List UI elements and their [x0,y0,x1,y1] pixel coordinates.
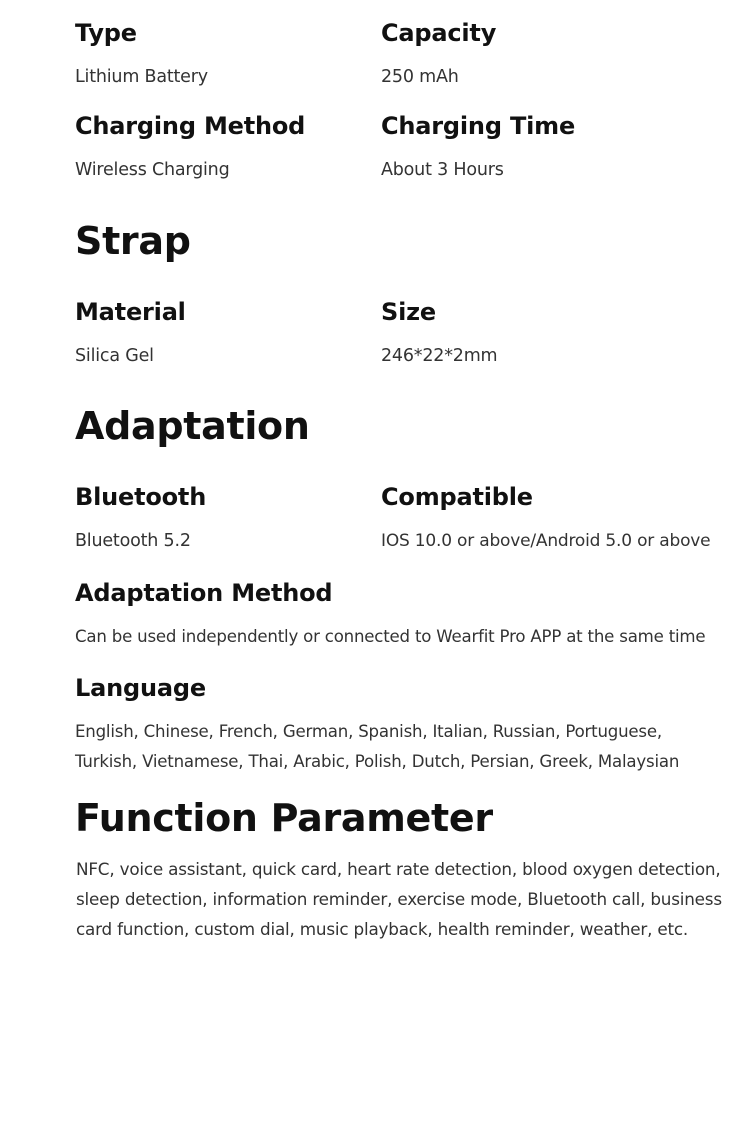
type-value: Lithium Battery [75,67,208,87]
charging-time-value: About 3 Hours [381,160,504,180]
size-label: Size [381,298,436,326]
function-text-line1: NFC, voice assistant, quick card, heart rate detection, blood oxygen detection, [76,859,721,879]
bluetooth-value: Bluetooth 5.2 [75,531,191,551]
adaptation-section-title: Adaptation [75,404,310,448]
language-label: Language [75,674,206,702]
material-value: Silica Gel [75,346,154,366]
capacity-value: 250 mAh [381,67,459,87]
type-label: Type [75,19,137,47]
adaptation-method-value: Can be used independently or connected to Wearfit Pro APP at the same time [75,627,706,646]
function-section-title: Function Parameter [75,796,493,840]
bluetooth-label: Bluetooth [75,483,207,511]
charging-time-label: Charging Time [381,112,576,140]
charging-method-value: Wireless Charging [75,160,230,180]
function-text-line3: card function, custom dial, music playback, health reminder, weather, etc. [76,919,689,939]
material-label: Material [75,298,186,326]
adaptation-method-label: Adaptation Method [75,579,333,607]
compatible-label: Compatible [381,483,533,511]
charging-method-label: Charging Method [75,112,306,140]
language-value-line2: Turkish, Vietnamese, Thai, Arabic, Polish, Dutch, Persian, Greek, Malaysian [75,752,680,771]
compatible-value: IOS 10.0 or above/Android 5.0 or above [381,531,711,551]
language-value-line1: English, Chinese, French, German, Spanish, Italian, Russian, Portuguese, [75,722,662,741]
strap-section-title: Strap [75,219,191,263]
capacity-label: Capacity [381,19,497,47]
function-text-line2: sleep detection, information reminder, exercise mode, Bluetooth call, business [76,889,722,909]
size-value: 246*22*2mm [381,346,498,366]
